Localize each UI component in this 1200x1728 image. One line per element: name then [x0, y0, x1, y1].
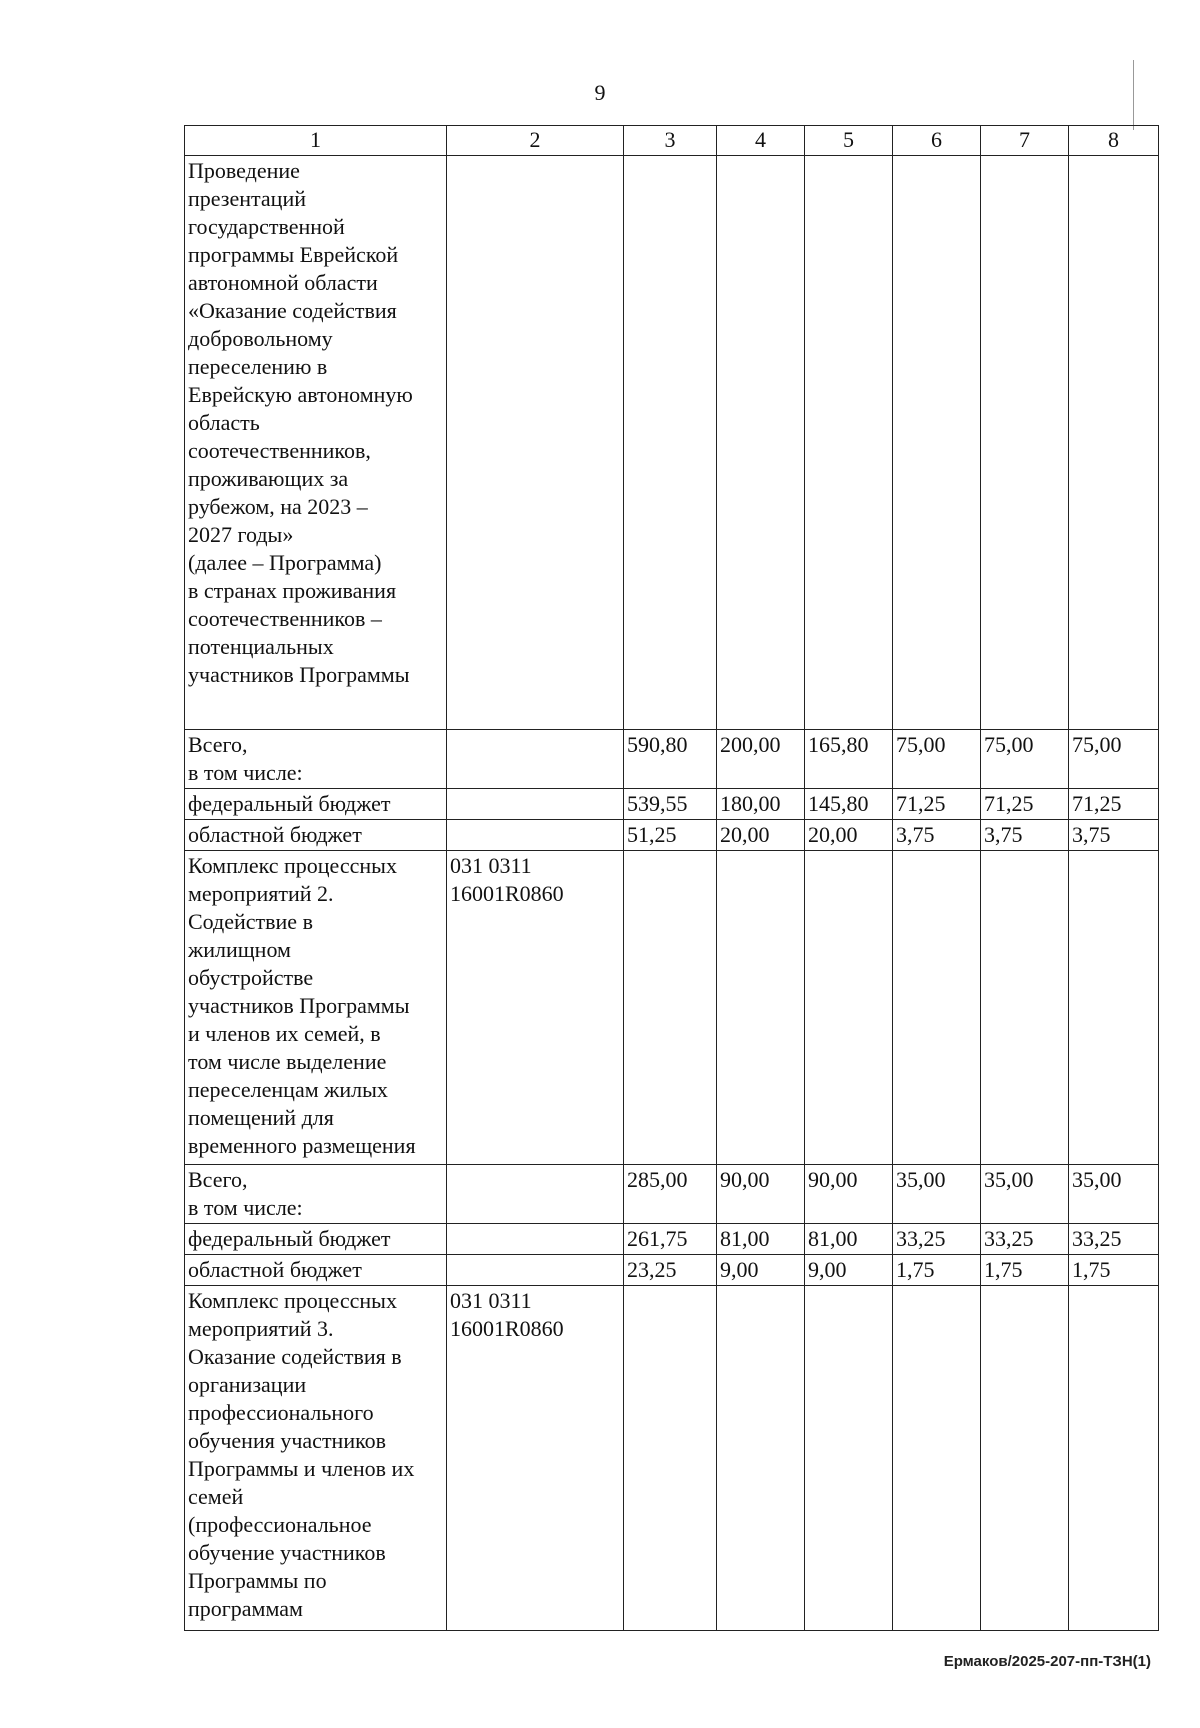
measure-description: Проведение презентаций государственной программы Еврейской автономной области «Оказание содействия добровольному переселению в Еврейскую автономную область соотечественников, проживающих за рубежом, на 2023 – 2027 годы» (далее – Программа) в странах проживания соотечественников – потенциальных участников Программы — [185, 156, 447, 730]
budget-code — [447, 1224, 624, 1255]
value-cell: 75,00 — [1069, 730, 1159, 789]
value-cell: 200,00 — [717, 730, 805, 789]
value-cell — [893, 851, 981, 1165]
value-cell: 1,75 — [893, 1255, 981, 1286]
value-cell: 9,00 — [805, 1255, 893, 1286]
value-cell — [805, 1286, 893, 1631]
value-cell: 20,00 — [805, 820, 893, 851]
value-cell — [805, 851, 893, 1165]
table-row — [185, 1224, 1159, 1255]
header-cell: 4 — [717, 126, 805, 156]
value-cell — [893, 1286, 981, 1631]
budget-code: 031 0311 16001R0860 — [447, 851, 624, 1165]
value-cell: 33,25 — [981, 1224, 1069, 1255]
value-cell — [1069, 851, 1159, 1165]
value-cell: 145,80 — [805, 789, 893, 820]
value-cell: 3,75 — [981, 820, 1069, 851]
budget-code — [447, 1165, 624, 1224]
value-cell: 35,00 — [1069, 1165, 1159, 1224]
value-cell — [893, 156, 981, 730]
value-cell — [1069, 156, 1159, 730]
value-cell — [624, 156, 717, 730]
value-cell: 35,00 — [981, 1165, 1069, 1224]
scan-edge-line — [1133, 60, 1134, 130]
budget-code: 031 0311 16001R0860 — [447, 1286, 624, 1631]
budget-code — [447, 1255, 624, 1286]
header-cell: 6 — [893, 126, 981, 156]
table-row — [185, 820, 1159, 851]
document-reference: Ермаков/2025-207-пп-ТЗН(1) — [943, 1653, 1151, 1670]
value-cell: 90,00 — [717, 1165, 805, 1224]
value-cell — [1069, 1286, 1159, 1631]
header-cell: 2 — [447, 126, 624, 156]
value-cell: 1,75 — [1069, 1255, 1159, 1286]
value-cell: 51,25 — [624, 820, 717, 851]
table-row — [185, 1255, 1159, 1286]
value-cell — [717, 156, 805, 730]
value-cell: 33,25 — [1069, 1224, 1159, 1255]
value-cell: 81,00 — [805, 1224, 893, 1255]
value-cell — [717, 1286, 805, 1631]
table-header-row — [185, 126, 1159, 156]
budget-code — [447, 789, 624, 820]
value-cell: 3,75 — [1069, 820, 1159, 851]
row-label: Всего, в том числе: — [185, 1165, 447, 1224]
value-cell: 20,00 — [717, 820, 805, 851]
value-cell — [805, 156, 893, 730]
value-cell: 75,00 — [981, 730, 1069, 789]
table-row — [185, 851, 1159, 1165]
budget-table — [184, 125, 1159, 1631]
value-cell: 71,25 — [981, 789, 1069, 820]
value-cell: 35,00 — [893, 1165, 981, 1224]
value-cell: 71,25 — [893, 789, 981, 820]
value-cell: 1,75 — [981, 1255, 1069, 1286]
value-cell — [717, 851, 805, 1165]
value-cell — [624, 1286, 717, 1631]
value-cell: 9,00 — [717, 1255, 805, 1286]
row-label: федеральный бюджет — [185, 1224, 447, 1255]
value-cell: 165,80 — [805, 730, 893, 789]
row-label: федеральный бюджет — [185, 789, 447, 820]
value-cell: 71,25 — [1069, 789, 1159, 820]
table-row — [185, 1286, 1159, 1631]
value-cell: 75,00 — [893, 730, 981, 789]
measure-description: Комплекс процессных мероприятий 2. Содействие в жилищном обустройстве участников Программы и членов их семей, в том числе выделение переселенцам жилых помещений для временного размещения — [185, 851, 447, 1165]
budget-code — [447, 156, 624, 730]
table-row — [185, 730, 1159, 789]
header-cell: 5 — [805, 126, 893, 156]
value-cell: 23,25 — [624, 1255, 717, 1286]
value-cell — [624, 851, 717, 1165]
value-cell: 33,25 — [893, 1224, 981, 1255]
value-cell: 261,75 — [624, 1224, 717, 1255]
table-row — [185, 789, 1159, 820]
measure-description: Комплекс процессных мероприятий 3. Оказание содействия в организации профессионального обучения участников Программы и членов их семей (профессиональное обучение участников Программы по программам — [185, 1286, 447, 1631]
header-cell: 3 — [624, 126, 717, 156]
value-cell — [981, 851, 1069, 1165]
row-label: областной бюджет — [185, 1255, 447, 1286]
value-cell — [981, 156, 1069, 730]
header-cell: 8 — [1069, 126, 1159, 156]
value-cell: 90,00 — [805, 1165, 893, 1224]
row-label: областной бюджет — [185, 820, 447, 851]
value-cell: 81,00 — [717, 1224, 805, 1255]
row-label: Всего, в том числе: — [185, 730, 447, 789]
value-cell: 285,00 — [624, 1165, 717, 1224]
value-cell — [981, 1286, 1069, 1631]
page-number: 9 — [594, 80, 606, 105]
table-row — [185, 1165, 1159, 1224]
header-cell: 7 — [981, 126, 1069, 156]
value-cell: 539,55 — [624, 789, 717, 820]
value-cell: 3,75 — [893, 820, 981, 851]
budget-code — [447, 730, 624, 789]
value-cell: 590,80 — [624, 730, 717, 789]
value-cell: 180,00 — [717, 789, 805, 820]
table-row — [185, 156, 1159, 730]
budget-code — [447, 820, 624, 851]
header-cell: 1 — [185, 126, 447, 156]
